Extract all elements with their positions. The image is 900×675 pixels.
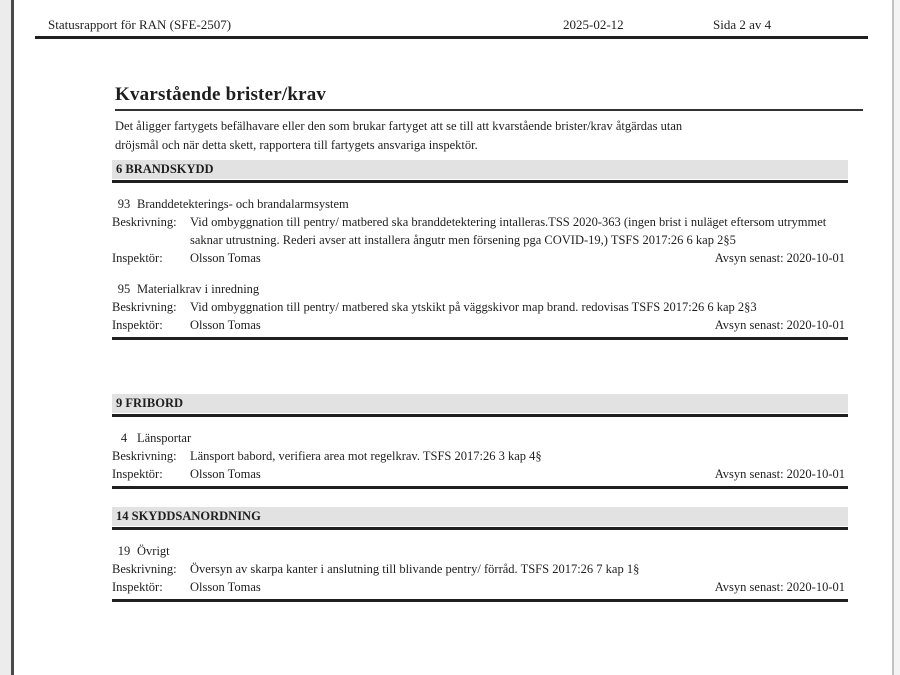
item-title-row	[112, 542, 848, 560]
page-title: Kvarstående brister/krav	[115, 84, 863, 111]
inspector-label: Inspektör:	[112, 467, 163, 481]
last-survey-date: Avsyn senast: 2020-10-01	[714, 251, 845, 265]
section-end-divider	[112, 599, 848, 602]
section-heading: 6 BRANDSKYDD	[112, 160, 848, 179]
report-header-page-number: Sida 2 av 4	[713, 17, 772, 32]
intro-paragraph: Det åligger fartygets befälhavare eller den som brukar fartyget att se till att kvarstående brister/krav åtgärdas utan dröjsmål och när detta skett, rapportera till fartygets ansvariga inspektör.	[115, 119, 683, 152]
section-brandskydd	[112, 160, 848, 340]
description-value: Översyn av skarpa kanter i anslutning till blivande pentry/ förråd. TSFS 2017:26 7 kap 1§	[190, 562, 640, 576]
inspector-row	[112, 249, 848, 267]
inspector-row	[112, 578, 848, 596]
section-heading-divider	[112, 527, 848, 530]
item-number: 95	[117, 282, 131, 296]
inspector-label: Inspektör:	[112, 318, 163, 332]
description-value: Vid ombyggnation till pentry/ matbered ska ytskikt på väggskivor map brand. redovisas TSFS 2017:26 6 kap 2§3	[190, 300, 757, 314]
item-title: Länsportar	[137, 431, 192, 445]
inspector-name: Olsson Tomas	[190, 251, 261, 265]
inspector-label: Inspektör:	[112, 251, 163, 265]
last-survey-date: Avsyn senast: 2020-10-01	[714, 580, 845, 594]
inspector-name: Olsson Tomas	[190, 580, 261, 594]
item-title: Övrigt	[137, 544, 170, 558]
report-header-title: Statusrapport för RAN (SFE-2507)	[48, 17, 232, 32]
defect-item	[112, 542, 848, 596]
section-skyddsanordning	[112, 507, 848, 602]
defect-item	[112, 429, 848, 483]
page-right-edge	[892, 0, 900, 675]
defect-item	[112, 280, 848, 334]
description-label: Beskrivning:	[112, 215, 177, 229]
inspector-row	[112, 465, 848, 483]
item-title-row	[112, 195, 848, 213]
description-row	[112, 298, 848, 316]
section-heading: 9 FRIBORD	[112, 394, 848, 413]
inspector-row	[112, 316, 848, 334]
section-end-divider	[112, 337, 848, 340]
item-title-row	[112, 280, 848, 298]
description-label: Beskrivning:	[112, 562, 177, 576]
inspector-label: Inspektör:	[112, 580, 163, 594]
description-row	[112, 213, 848, 249]
section-heading-divider	[112, 180, 848, 183]
last-survey-date: Avsyn senast: 2020-10-01	[714, 318, 845, 332]
item-number: 19	[117, 544, 131, 558]
header-divider	[35, 36, 868, 39]
description-label: Beskrivning:	[112, 300, 177, 314]
page-left-edge	[0, 0, 14, 675]
item-number: 93	[117, 197, 131, 211]
item-title: Materialkrav i inredning	[137, 282, 260, 296]
report-header-date: 2025-02-12	[563, 17, 624, 32]
section-end-divider	[112, 486, 848, 489]
description-value: Länsport babord, verifiera area mot regelkrav. TSFS 2017:26 3 kap 4§	[190, 449, 542, 463]
description-value: Vid ombyggnation till pentry/ matbered ska branddetektering intalleras.TSS 2020-363 (ingen brist i nuläget eftersom utrymmet saknar utrustning. Rederi avser att installera ångutr men försening pga COVID-19,) TSFS 2017:26 6 kap 2§5	[190, 215, 827, 247]
last-survey-date: Avsyn senast: 2020-10-01	[714, 467, 845, 481]
item-title: Branddetekterings- och brandalarmsystem	[137, 197, 349, 211]
inspector-name: Olsson Tomas	[190, 318, 261, 332]
item-title-row	[112, 429, 848, 447]
description-row	[112, 447, 848, 465]
section-fribord	[112, 394, 848, 489]
section-heading-divider	[112, 414, 848, 417]
description-label: Beskrivning:	[112, 449, 177, 463]
inspector-name: Olsson Tomas	[190, 467, 261, 481]
description-row	[112, 560, 848, 578]
defect-item	[112, 195, 848, 267]
item-number: 4	[120, 431, 128, 445]
section-heading: 14 SKYDDSANORDNING	[112, 507, 848, 526]
